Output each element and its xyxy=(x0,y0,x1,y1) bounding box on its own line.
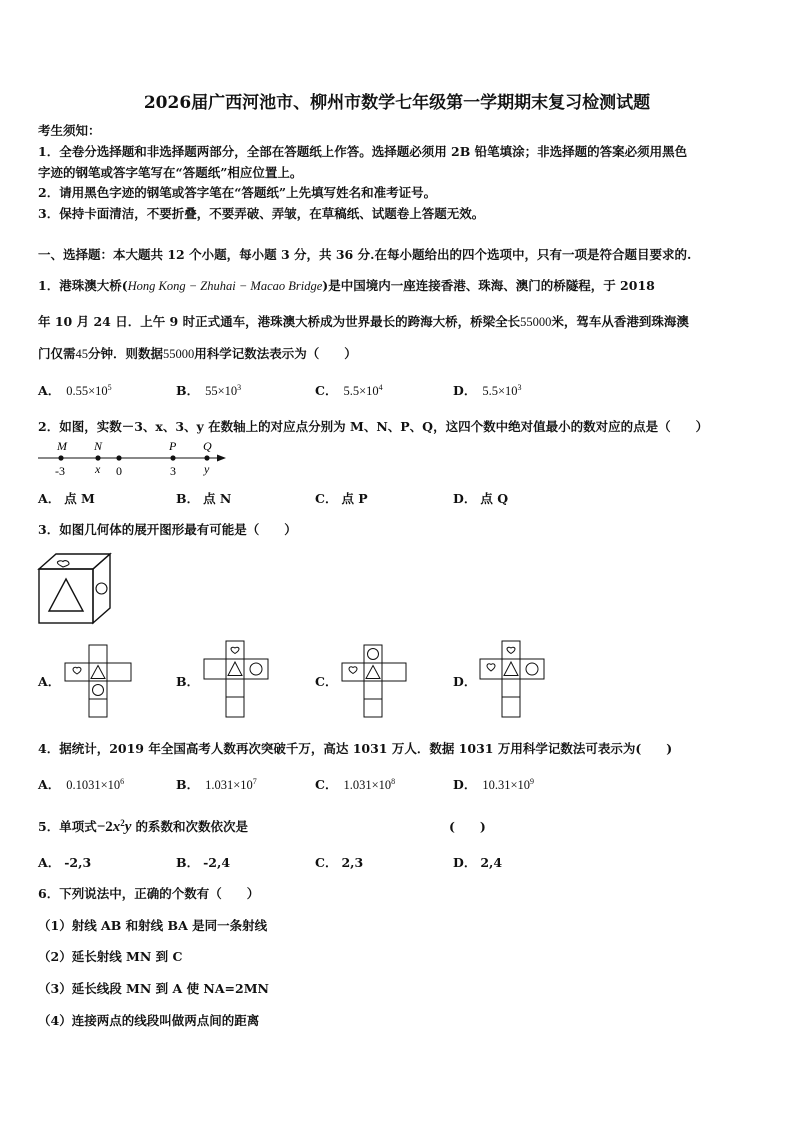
label-n: N xyxy=(94,439,103,453)
option-value: 0.55×10 xyxy=(66,384,108,398)
q1-option-a xyxy=(38,381,112,399)
q5-text xyxy=(38,817,248,836)
option-value: 5.5×10 xyxy=(482,384,518,398)
option-value: 点 Q xyxy=(480,491,509,506)
q2-text: 2．如图，实数－3、x、3、y 在数轴上的对应点分别为 M、N、P、Q，这四个数中绝对值最小的数对应的点是（ ） xyxy=(38,419,709,434)
option-label: A． xyxy=(38,855,61,870)
q1-l3-text-b: 分钟．则数据 xyxy=(88,346,164,361)
net-c-figure xyxy=(340,643,412,721)
notice-line-2: 字迹的钢笔或答字笔写在“答题纸”相应位置上。 xyxy=(38,165,303,180)
option-exponent: 3 xyxy=(237,382,242,392)
option-value: 1.031×10 xyxy=(205,778,253,792)
option-value: 点 N xyxy=(203,491,232,506)
q5-var-x: x xyxy=(112,819,121,835)
q5-tail: 的系数和次数依次是 xyxy=(135,819,248,834)
option-label: C． xyxy=(315,491,338,506)
q5-coefficient: −2 xyxy=(96,819,113,835)
option-exponent: 5 xyxy=(107,382,112,392)
point-m xyxy=(58,455,63,460)
triangle-icon xyxy=(504,662,518,676)
option-exponent: 3 xyxy=(517,382,522,392)
q2-option-c xyxy=(315,489,368,507)
option-label: D． xyxy=(453,491,477,506)
option-value: 2,3 xyxy=(341,855,364,870)
option-value: 点 P xyxy=(341,491,368,506)
net-a-figure xyxy=(62,643,134,721)
q1-l2-number: 55000 xyxy=(520,315,552,329)
q1-l3-text-a: 门仅需 xyxy=(38,346,76,361)
option-label: D． xyxy=(453,777,477,792)
option-label: B． xyxy=(176,491,200,506)
q5-answer-paren: ( ) xyxy=(449,819,486,834)
notice-line-3: 2．请用黑色字迹的钢笔或答字笔在“答题纸”上先填写姓名和准考证号。 xyxy=(38,185,437,200)
q4-option-c xyxy=(315,775,395,793)
tick-label-0: 0 xyxy=(116,464,122,478)
q6-item-1: （1）射线 AB 和射线 BA 是同一条射线 xyxy=(38,918,268,933)
triangle-icon xyxy=(91,666,105,679)
notice-line-1: 1．全卷分选择题和非选择题两部分，全部在答题纸上作答。选择题必须用 2B 铅笔填涂；非选择题的答案必须用黑色 xyxy=(38,144,688,159)
option-value: 点 M xyxy=(64,491,95,506)
option-label: A． xyxy=(38,383,61,398)
option-exponent: 9 xyxy=(530,776,535,786)
q1-l3-number-2: 55000 xyxy=(163,347,195,361)
q1-option-d xyxy=(453,381,522,399)
q4-option-b xyxy=(176,775,257,793)
cube-front-face xyxy=(39,569,93,623)
q1-line-3 xyxy=(38,344,357,362)
q2-option-d xyxy=(453,489,508,507)
tick-label-3: 3 xyxy=(170,464,176,478)
cube-top-face xyxy=(39,554,110,569)
q1-l3-text-c: 用科学记数法表示为（ ） xyxy=(194,346,357,361)
q1-lead: 1．港珠澳大桥( xyxy=(38,278,128,293)
q1-english-name: Hong Kong − Zhuhai − Macao Bridge xyxy=(127,279,323,293)
option-exponent: 6 xyxy=(120,776,125,786)
option-exponent: 7 xyxy=(252,776,257,786)
point-origin xyxy=(116,455,121,460)
option-label: D． xyxy=(453,855,477,870)
option-label: C． xyxy=(315,855,338,870)
triangle-icon xyxy=(228,662,242,676)
number-line-figure xyxy=(34,436,234,480)
circle-icon xyxy=(526,663,538,675)
heart-icon xyxy=(487,664,495,671)
option-value: 55×10 xyxy=(205,384,238,398)
q2-option-b xyxy=(176,489,231,507)
q3-option-a-label: A． xyxy=(38,674,61,689)
option-value: 5.5×10 xyxy=(343,384,379,398)
option-value: -2,4 xyxy=(203,855,231,870)
heart-icon xyxy=(349,667,357,674)
option-label: D． xyxy=(453,383,477,398)
q1-line-2 xyxy=(38,312,689,330)
q1-option-c xyxy=(315,381,383,399)
q5-lead: 5．单项式 xyxy=(38,819,97,834)
point-n xyxy=(95,455,100,460)
circle-icon xyxy=(250,663,262,675)
net-d-figure xyxy=(478,639,550,721)
q1-line-1 xyxy=(38,276,655,294)
q5-option-b xyxy=(176,853,230,871)
cube-figure xyxy=(36,551,116,627)
notice-heading: 考生须知： xyxy=(38,123,101,138)
notice-line-4: 3．保持卡面清洁，不要折叠，不要弄破、弄皱，在草稿纸、试题卷上答题无效。 xyxy=(38,206,485,221)
option-label: C． xyxy=(315,777,338,792)
q4-option-d xyxy=(453,775,534,793)
heart-icon xyxy=(231,647,239,653)
circle-icon xyxy=(96,583,107,594)
option-exponent: 8 xyxy=(391,776,396,786)
arrow-head-icon xyxy=(217,455,226,462)
option-value: 10.31×10 xyxy=(482,778,531,792)
option-label: C． xyxy=(315,383,338,398)
triangle-icon xyxy=(49,579,83,611)
q1-option-b xyxy=(176,381,241,399)
point-p xyxy=(170,455,175,460)
q5-var-y: y xyxy=(124,819,132,835)
q5-option-d xyxy=(453,853,502,871)
label-m: M xyxy=(57,439,67,453)
label-q: Q xyxy=(203,439,212,453)
tick-label-neg3: -3 xyxy=(55,464,65,478)
option-label: B． xyxy=(176,383,200,398)
q6-item-2: （2）延长射线 MN 到 C xyxy=(38,949,183,964)
q1-line1-end: )是中国境内一座连接香港、珠海、澳门的桥隧程，于 2018 xyxy=(322,278,655,293)
circle-icon xyxy=(93,685,104,696)
q6-item-3: （3）延长线段 MN 到 A 使 NA=2MN xyxy=(38,981,269,996)
net-b-figure xyxy=(202,639,274,721)
option-label: A． xyxy=(38,491,61,506)
circle-icon xyxy=(368,649,379,660)
q3-text: 3．如图几何体的展开图形最有可能是（ ） xyxy=(38,522,297,537)
page-title: 2026届广西河池市、柳州市数学七年级第一学期期末复习检测试题 xyxy=(143,93,651,113)
label-p: P xyxy=(169,439,177,453)
option-label: A． xyxy=(38,777,61,792)
tick-label-y: y xyxy=(204,462,210,476)
q6-text: 6．下列说法中，正确的个数有（ ） xyxy=(38,886,260,901)
q1-l3-number-1: 45 xyxy=(75,347,89,361)
heart-icon xyxy=(507,647,515,653)
q1-l2-text-b: 米，驾车从香港到珠海澳 xyxy=(551,314,689,329)
q4-text: 4．据统计，2019 年全国高考人数再次突破千万，高达 1031 万人．数据 1031 万用科学记数法可表示为( ) xyxy=(38,741,673,756)
heart-icon xyxy=(57,561,69,567)
option-value: 1.031×10 xyxy=(343,778,392,792)
q6-item-4: （4）连接两点的线段叫做两点间的距离 xyxy=(38,1013,260,1028)
q3-option-d-label: D． xyxy=(453,674,477,689)
section-heading: 一、选择题：本大题共 12 个小题，每小题 3 分，共 36 分.在每小题给出的四个选项中，只有一项是符合题目要求的. xyxy=(38,247,692,262)
q5-exponent: 2 xyxy=(120,817,125,828)
option-label: B． xyxy=(176,777,200,792)
tick-label-x: x xyxy=(95,462,101,476)
point-q xyxy=(204,455,209,460)
option-value: 0.1031×10 xyxy=(66,778,121,792)
option-exponent: 4 xyxy=(378,382,383,392)
q4-option-a xyxy=(38,775,124,793)
triangle-icon xyxy=(366,666,380,679)
option-value: -2,3 xyxy=(64,855,92,870)
q5-option-a xyxy=(38,853,91,871)
q3-option-c-label: C． xyxy=(315,674,338,689)
option-label: B． xyxy=(176,855,200,870)
q3-option-b-label: B． xyxy=(176,674,200,689)
q1-l2-text-a: 年 10 月 24 日．上午 9 时正式通车，港珠澳大桥成为世界最长的跨海大桥，桥梁全长 xyxy=(38,314,521,329)
option-value: 2,4 xyxy=(480,855,503,870)
heart-icon xyxy=(73,667,81,674)
q5-option-c xyxy=(315,853,363,871)
q2-option-a xyxy=(38,489,95,507)
